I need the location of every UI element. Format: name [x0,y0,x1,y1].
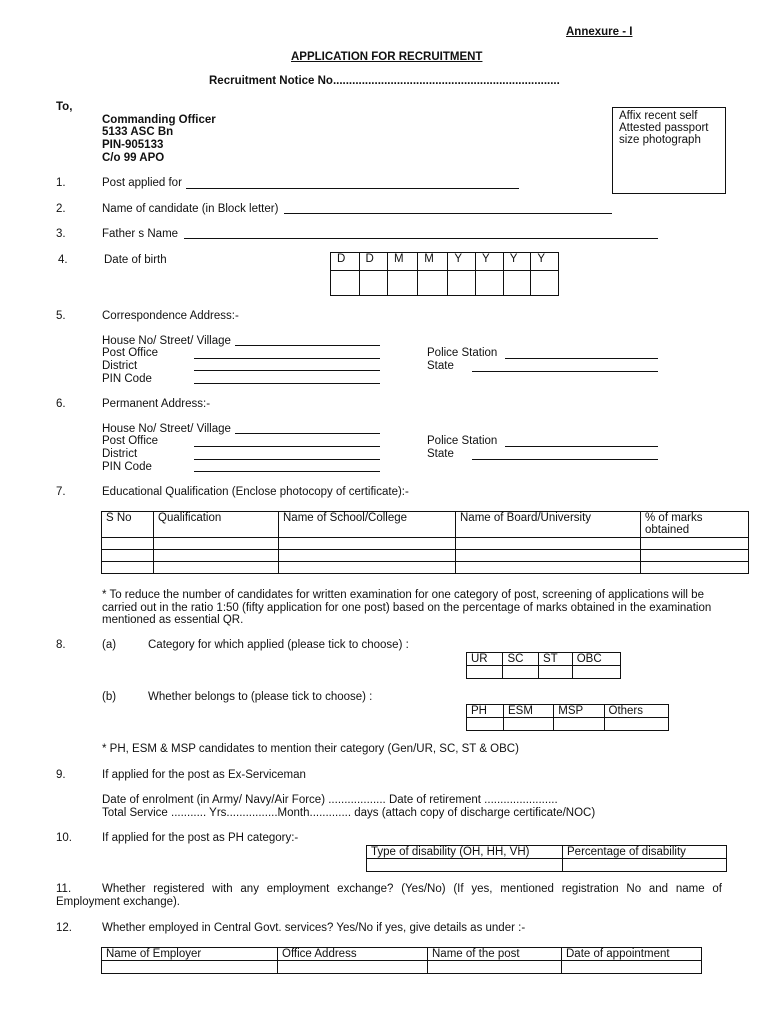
employment-header: Name of the post [428,948,562,961]
item-number: 6. [56,398,66,410]
father-name-label: Father s Name [102,228,179,240]
belongs-option: PH [467,705,504,718]
post-applied-field[interactable] [186,188,519,189]
item-number: 2. [56,203,66,215]
edu-header: Qualification [154,512,279,538]
dob-cell-header: Y [531,253,559,271]
employment-cell[interactable] [102,961,278,974]
recruitment-notice: Recruitment Notice No....................................................................... [209,75,560,87]
dob-cell-header: D [331,253,360,271]
edu-header: Name of Board/University [456,512,641,538]
perm-state-field[interactable] [472,459,658,460]
dob-input-cell[interactable] [418,271,448,296]
dob-input-cell[interactable] [531,271,559,296]
annexure-label: Annexure - I [566,26,633,38]
dob-input-cell[interactable] [503,271,531,296]
edu-header: S No [102,512,154,538]
employment-header: Name of Employer [102,948,278,961]
edu-header: % of marks obtained [641,512,749,538]
item-number: 1. [56,177,66,189]
category-option: SC [503,653,539,666]
corr-state-field[interactable] [472,371,658,372]
edu-cell[interactable] [279,562,456,574]
to-label: To, [56,101,73,113]
dob-input-cell[interactable] [448,271,476,296]
candidate-name-label: Name of candidate (in Block letter) [102,203,279,215]
candidate-name-field[interactable] [284,213,612,214]
item-number: 10. [56,832,72,844]
category-option: UR [467,653,503,666]
item-number: 9. [56,769,66,781]
edu-cell[interactable] [641,550,749,562]
correspondence-address-label: Correspondence Address:- [102,310,239,322]
permanent-address-label: Permanent Address:- [102,398,211,410]
esm-service-line: Total Service ........... Yrs................Month............. days (attach copy of discharge certificate/NOC) [102,807,596,819]
perm-house-label: House No/ Street/ Village [102,423,231,435]
employment-table [101,947,702,974]
dob-input-cell[interactable] [331,271,360,296]
dob-label: Date of birth [104,254,167,266]
corr-state-label: State [427,360,454,372]
corr-district-field[interactable] [194,370,380,371]
employment-cell[interactable] [428,961,562,974]
dob-cell-header: M [388,253,418,271]
edu-cell[interactable] [102,562,154,574]
category-note: * PH, ESM & MSP candidates to mention their category (Gen/UR, SC, ST & OBC) [102,743,519,755]
belongs-tick-cell[interactable] [604,718,669,731]
perm-house-field[interactable] [235,433,380,434]
employment-cell[interactable] [278,961,428,974]
screening-note: * To reduce the number of candidates for written examination for one category of post, screening of applications will be carried out in the ratio 1:50 (fifty application for one post) based on the percentage of marks obtained in the examination mentioned as essential QR. [102,589,712,626]
perm-post-office-label: Post Office [102,435,159,447]
esm-label: If applied for the post as Ex-Serviceman [102,769,306,781]
edu-cell[interactable] [279,538,456,550]
item-number: 5. [56,310,66,322]
perm-district-field[interactable] [194,459,380,460]
education-table [101,511,749,574]
item-number: 8. [56,639,66,651]
disability-cell[interactable] [563,859,727,872]
perm-district-label: District [102,448,138,460]
edu-header: Name of School/College [279,512,456,538]
corr-pin-field[interactable] [194,383,380,384]
dob-cell-header: Y [503,253,531,271]
edu-cell[interactable] [154,550,279,562]
belongs-table [466,704,669,731]
category-tick-cell[interactable] [572,666,620,679]
category-tick-cell[interactable] [503,666,539,679]
edu-cell[interactable] [102,538,154,550]
sub-item-a: (a) [102,639,117,651]
edu-cell[interactable] [456,538,641,550]
edu-cell[interactable] [154,538,279,550]
corr-police-label: Police Station [427,347,498,359]
dob-input-cell[interactable] [476,271,504,296]
category-option: OBC [572,653,620,666]
item-number: 12. [56,922,72,934]
corr-house-field[interactable] [235,345,380,346]
edu-cell[interactable] [456,562,641,574]
edu-cell[interactable] [102,550,154,562]
perm-police-field[interactable] [505,446,658,447]
belongs-option: MSP [554,705,604,718]
belongs-label: Whether belongs to (please tick to choose) : [148,691,373,703]
perm-pin-label: PIN Code [102,461,152,473]
item-number: 7. [56,486,66,498]
corr-police-field[interactable] [505,358,658,359]
item-number: 4. [58,254,68,266]
edu-cell[interactable] [456,550,641,562]
perm-state-label: State [427,448,454,460]
dob-cell-header: M [418,253,448,271]
edu-cell[interactable] [641,562,749,574]
father-name-field[interactable] [184,238,658,239]
address-line: PIN-905133 [102,139,164,151]
category-label: Category for which applied (please tick to choose) : [148,639,409,651]
employment-header: Date of appointment [562,948,702,961]
belongs-option: ESM [504,705,554,718]
dob-cell-header: D [359,253,388,271]
ph-label: If applied for the post as PH category:- [102,832,299,844]
category-tick-cell[interactable] [467,666,503,679]
category-option: ST [539,653,573,666]
corr-district-label: District [102,360,138,372]
sub-item-b: (b) [102,691,117,703]
perm-post-office-field[interactable] [194,446,380,447]
item-number: 11. [56,883,72,895]
belongs-tick-cell[interactable] [554,718,604,731]
employment-header: Office Address [278,948,428,961]
perm-pin-field[interactable] [194,471,380,472]
belongs-tick-cell[interactable] [504,718,554,731]
disability-header: Type of disability (OH, HH, VH) [367,846,563,859]
edu-cell[interactable] [641,538,749,550]
category-table [466,652,621,679]
page-title: APPLICATION FOR RECRUITMENT [291,51,483,63]
employment-cell[interactable] [562,961,702,974]
disability-cell[interactable] [367,859,563,872]
photo-box-text: Affix recent self Attested passport size photograph [619,110,709,146]
edu-cell[interactable] [279,550,456,562]
disability-table [366,845,727,872]
address-line: C/o 99 APO [102,152,165,164]
dob-input-cell[interactable] [359,271,388,296]
perm-police-label: Police Station [427,435,498,447]
disability-header: Percentage of disability [563,846,727,859]
post-applied-label: Post applied for [102,177,182,189]
edu-cell[interactable] [154,562,279,574]
corr-post-office-field[interactable] [194,358,380,359]
education-label: Educational Qualification (Enclose photocopy of certificate):- [102,486,409,498]
dob-table [330,252,559,296]
dob-cell-header: Y [476,253,504,271]
dob-cell-header: Y [448,253,476,271]
belongs-tick-cell[interactable] [467,718,504,731]
govt-service-label: Whether employed in Central Govt. services? Yes/No if yes, give details as under :- [102,922,526,934]
employment-exchange-text: Whether registered with any employment exchange? (Yes/No) (If yes, mentioned registration No and name of Employment exchange). [56,883,722,908]
category-tick-cell[interactable] [539,666,573,679]
belongs-option: Others [604,705,669,718]
address-line: Commanding Officer [102,114,216,126]
photo-box[interactable] [612,107,726,194]
corr-house-label: House No/ Street/ Village [102,335,231,347]
address-line: 5133 ASC Bn [102,126,174,138]
item-number: 3. [56,228,66,240]
esm-enrolment-line: Date of enrolment (in Army/ Navy/Air Force) .................. Date of retirement ....................... [102,794,558,806]
dob-input-cell[interactable] [388,271,418,296]
corr-pin-label: PIN Code [102,373,152,385]
corr-post-office-label: Post Office [102,347,159,359]
